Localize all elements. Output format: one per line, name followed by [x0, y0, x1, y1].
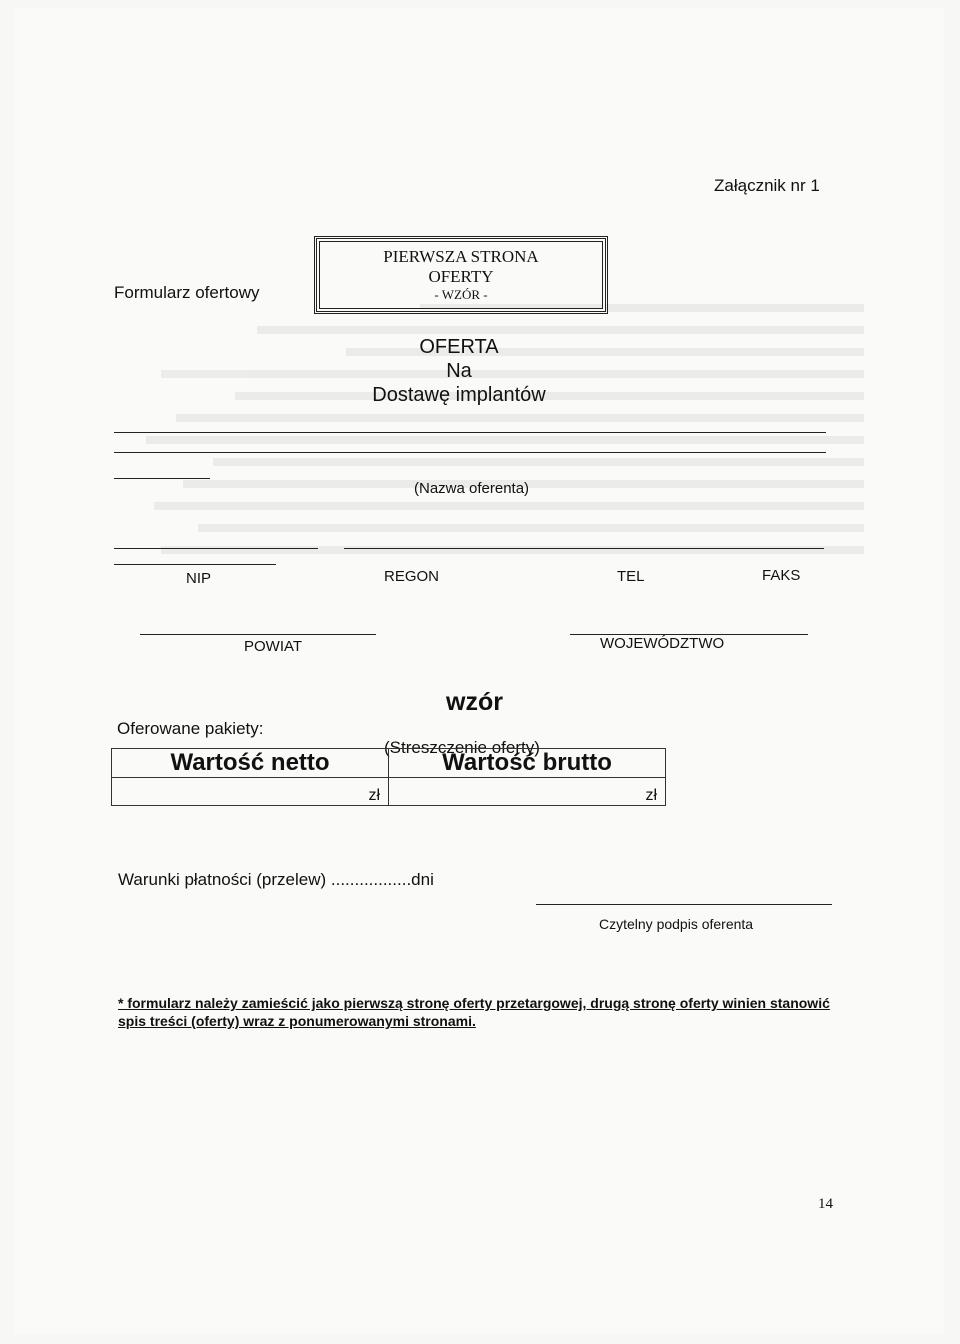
- regon-label: REGON: [384, 568, 440, 585]
- table-header-row: [112, 749, 666, 778]
- name-line-3: [114, 478, 210, 479]
- offer-title-line2: Na: [446, 360, 472, 382]
- tel-label: TEL: [617, 568, 645, 585]
- form-label: Formularz ofertowy: [114, 283, 260, 302]
- signature-label: Czytelny podpis oferenta: [599, 916, 754, 932]
- powiat-label: POWIAT: [244, 638, 303, 655]
- footnote: [118, 994, 838, 1030]
- net-value-header: Wartość netto: [112, 749, 389, 778]
- name-line-2: [114, 452, 826, 453]
- frame-title: PIERWSZA STRONA: [383, 247, 539, 266]
- offered-packages-label: Oferowane pakiety:: [117, 719, 264, 738]
- nip-line: [114, 548, 318, 549]
- net-currency: zł: [112, 778, 389, 806]
- offer-title-line1: OFERTA: [419, 336, 499, 358]
- gross-value-header: Wartość brutto: [389, 749, 666, 778]
- name-line-1: [114, 432, 826, 433]
- offer-summary-label: (Streszczenie oferty): [384, 738, 540, 757]
- first-page-frame: [314, 236, 608, 314]
- frame-subtitle: OFERTY: [428, 267, 494, 286]
- pattern-label: wzór: [446, 688, 503, 716]
- footnote-text: * formularz należy zamieścić jako pierwszą stronę oferty przetargowej, drugą stronę oferty winien stanowić spis treści (oferty) wraz z ponumerowanymi stronami.: [118, 995, 830, 1029]
- payment-terms: Warunki płatności (przelew) .................dni: [118, 870, 434, 889]
- gross-currency: zł: [389, 778, 666, 806]
- offer-title: [314, 335, 604, 407]
- wojewodztwo-label: WOJEWÓDZTWO: [600, 635, 725, 652]
- faks-label: FAKS: [762, 567, 801, 584]
- page-number: 14: [818, 1196, 833, 1212]
- nip-line-2: [114, 564, 276, 565]
- attachment-label: Załącznik nr 1: [714, 176, 820, 195]
- regon-tel-faks-line: [344, 548, 824, 549]
- powiat-line: [140, 634, 376, 635]
- document-page: [14, 8, 944, 1334]
- nip-label: NIP: [186, 570, 212, 587]
- frame-pattern-note: - WZÓR -: [434, 287, 488, 302]
- offer-title-line3: Dostawę implantów: [372, 384, 546, 406]
- offeror-name-label: (Nazwa oferenta): [414, 480, 530, 497]
- table-value-row: [112, 778, 666, 806]
- signature-line: [536, 904, 832, 905]
- offer-values-table: [111, 748, 666, 806]
